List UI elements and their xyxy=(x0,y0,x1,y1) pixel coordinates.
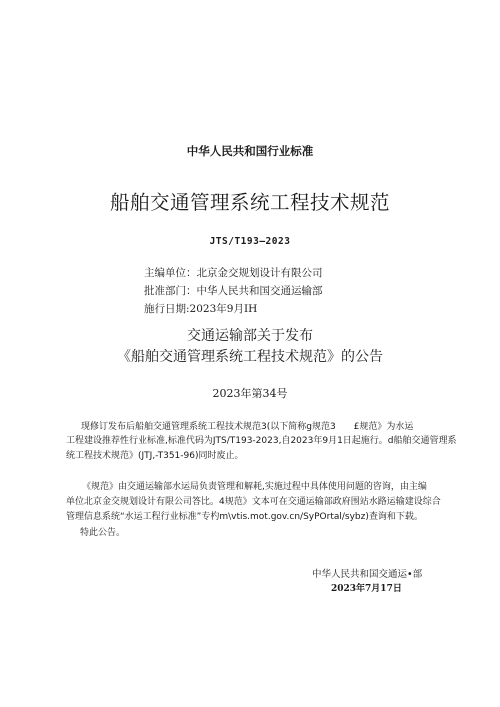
standard-type-heading: 中华人民共和国行业标准 xyxy=(186,144,314,158)
notice-number: 2023年第34号 xyxy=(212,387,288,400)
document-title: 船舶交通管理系统工程技术规范 xyxy=(109,191,390,214)
notice-title-line-1: 交通运输部关于发布 xyxy=(187,328,313,344)
paragraph-2-line-3: 管理信息系统“水运工程行业标准”专杓m\vtis.mot.gov.cn/SyPOrtal∕sybz)查询和下载。 xyxy=(66,512,423,522)
approving-department: 批准部门：中华人民共和国交通运输部 xyxy=(144,285,323,297)
paragraph-2-line-1: 《规范》由交通运输部水运局负责管理和解耗,实施过程中具体使用问题的咨询，由主编 xyxy=(82,482,427,492)
paragraph-1-line-3: 统工程技术规范》(JTJ,-T351-96)同时废止。 xyxy=(66,451,244,461)
notice-title-line-2: 《船舶交通管理系统工程技术规范》的公告 xyxy=(117,349,383,365)
paragraph-2-line-2: 单位北京金交规划设计有限公司答比。4规范》文本可在交通运输部政府围站水路运输建设综合 xyxy=(66,497,441,507)
issue-date: 2023年7月17日 xyxy=(331,584,402,594)
closing-remark: 特此公告。 xyxy=(80,528,126,538)
paragraph-1-line-2: 工程建设推荐性行业标准,标准代码为JTS/T193-2023,自2023年9月1日起施行。d船舶交通管理系 xyxy=(66,436,457,446)
paragraph-1-line-1: 现修订发布后船舶交通管理系统工程技术规范3(以下简称g规范3 £规范》为水运 xyxy=(81,422,414,432)
issuing-ministry: 中华人民共和国交通运•部 xyxy=(312,569,423,580)
effective-date: 施行日期:2023年9月IH xyxy=(144,303,258,315)
editor-unit: 主编单位：北京金交规划设计有限公司 xyxy=(144,267,323,279)
standard-code: JTS/T193—2023 xyxy=(209,236,291,247)
